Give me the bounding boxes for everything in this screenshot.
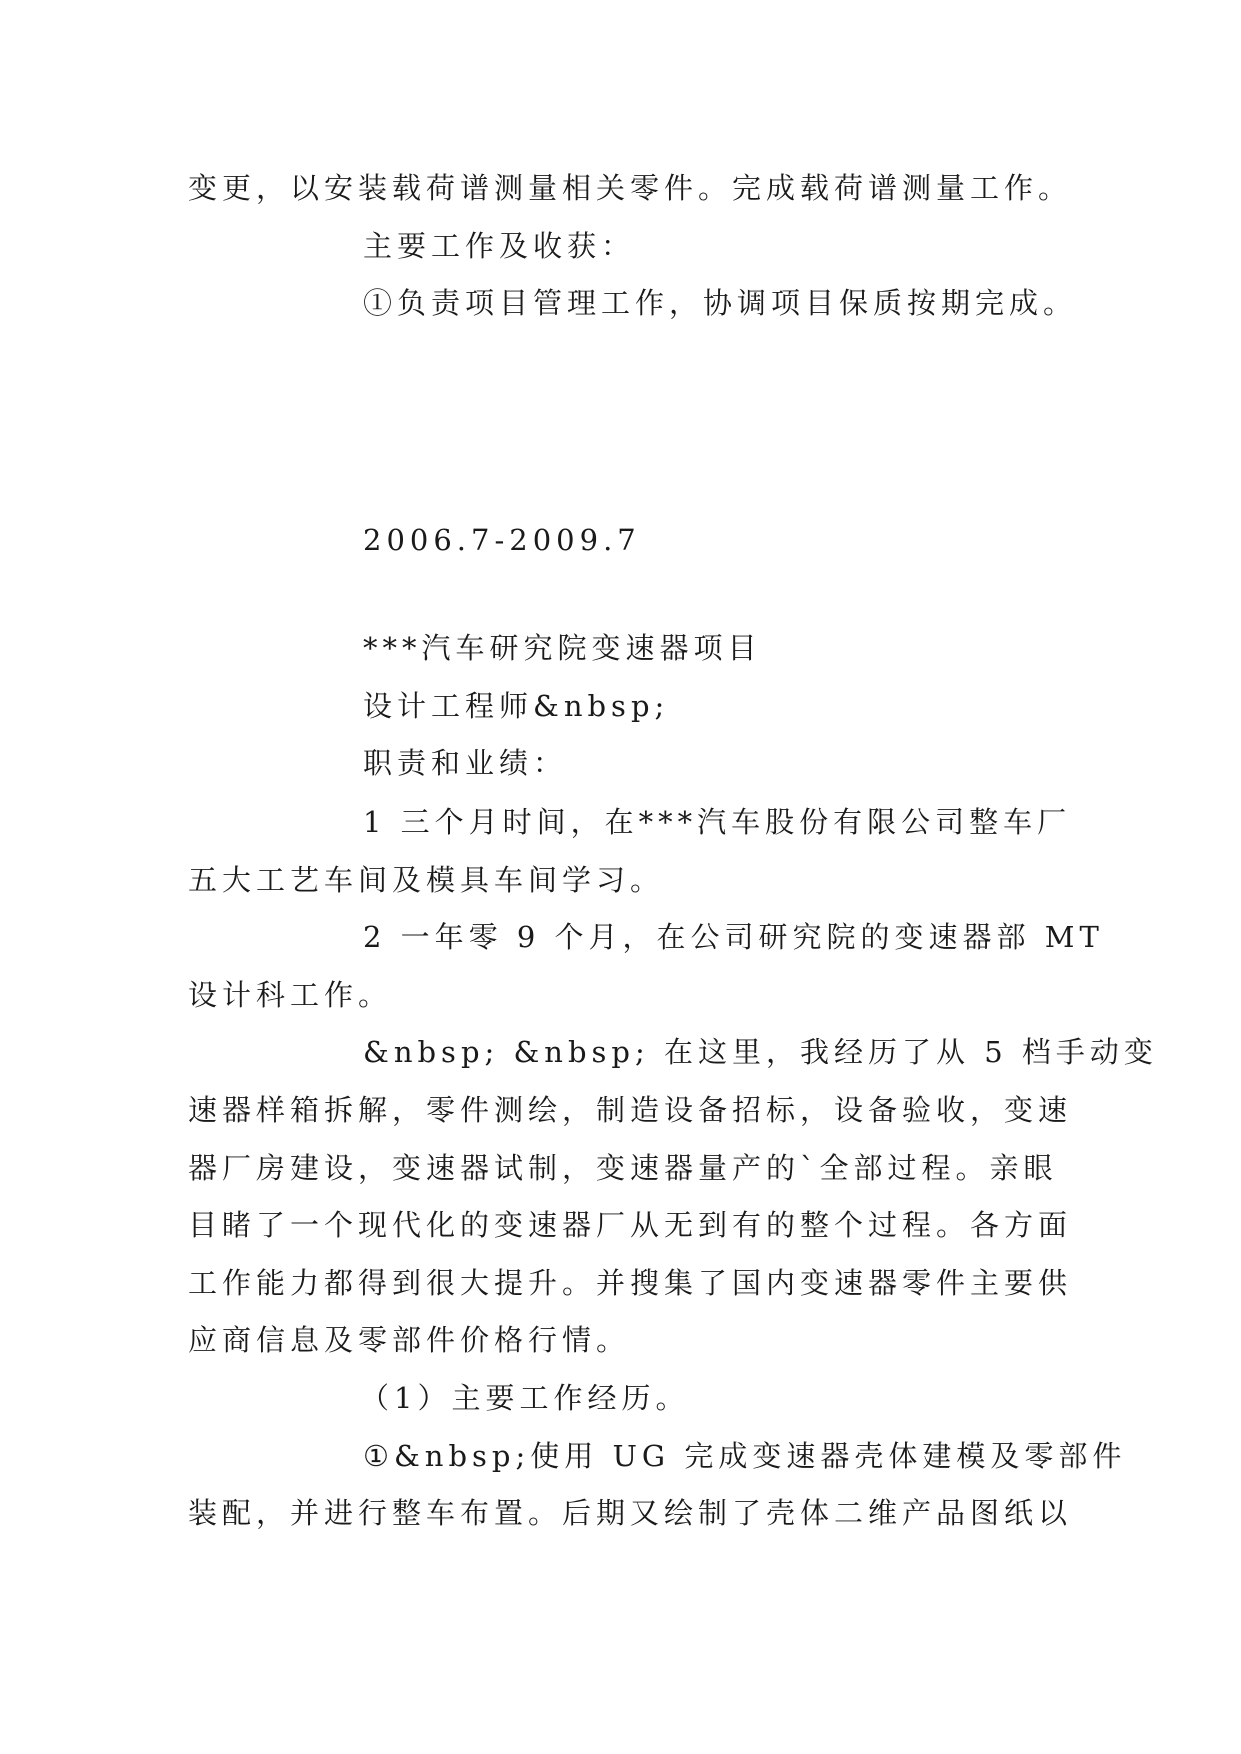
job-title: 设计工程师&nbsp; <box>363 689 670 723</box>
text-line: 器厂房建设，变速器试制，变速器量产的`全部过程。亲眼 <box>188 1151 1058 1185</box>
text-line: 应商信息及零部件价格行情。 <box>188 1323 631 1357</box>
text-line: 1 三个月时间，在***汽车股份有限公司整车厂 <box>363 805 1072 839</box>
project-title: ***汽车研究院变速器项目 <box>363 631 762 665</box>
section-heading: 职责和业绩： <box>363 746 568 780</box>
text-line: ①负责项目管理工作，协调项目保质按期完成。 <box>363 286 1078 320</box>
text-line: 工作能力都得到很大提升。并搜集了国内变速器零件主要供 <box>188 1266 1073 1300</box>
text-line: 变更，以安装载荷谱测量相关零件。完成载荷谱测量工作。 <box>188 171 1073 205</box>
text-line: 五大工艺车间及模具车间学习。 <box>188 863 665 897</box>
text-line: ①&nbsp;使用 UG 完成变速器壳体建模及零部件 <box>363 1439 1127 1473</box>
text-line: &nbsp; &nbsp; 在这里，我经历了从 5 档手动变 <box>363 1035 1158 1069</box>
section-heading: （1）主要工作经历。 <box>360 1381 690 1415</box>
text-line: 2 一年零 9 个月，在公司研究院的变速器部 MT <box>363 920 1104 954</box>
text-line: 装配，并进行整车布置。后期又绘制了壳体二维产品图纸以 <box>188 1496 1073 1530</box>
text-line: 速器样箱拆解，零件测绘，制造设备招标，设备验收，变速 <box>188 1093 1073 1127</box>
text-line: 主要工作及收获： <box>363 229 636 263</box>
text-line: 目睹了一个现代化的变速器厂从无到有的整个过程。各方面 <box>188 1208 1073 1242</box>
text-line: 设计科工作。 <box>188 978 393 1012</box>
date-range: 2006.7-2009.7 <box>363 523 641 557</box>
